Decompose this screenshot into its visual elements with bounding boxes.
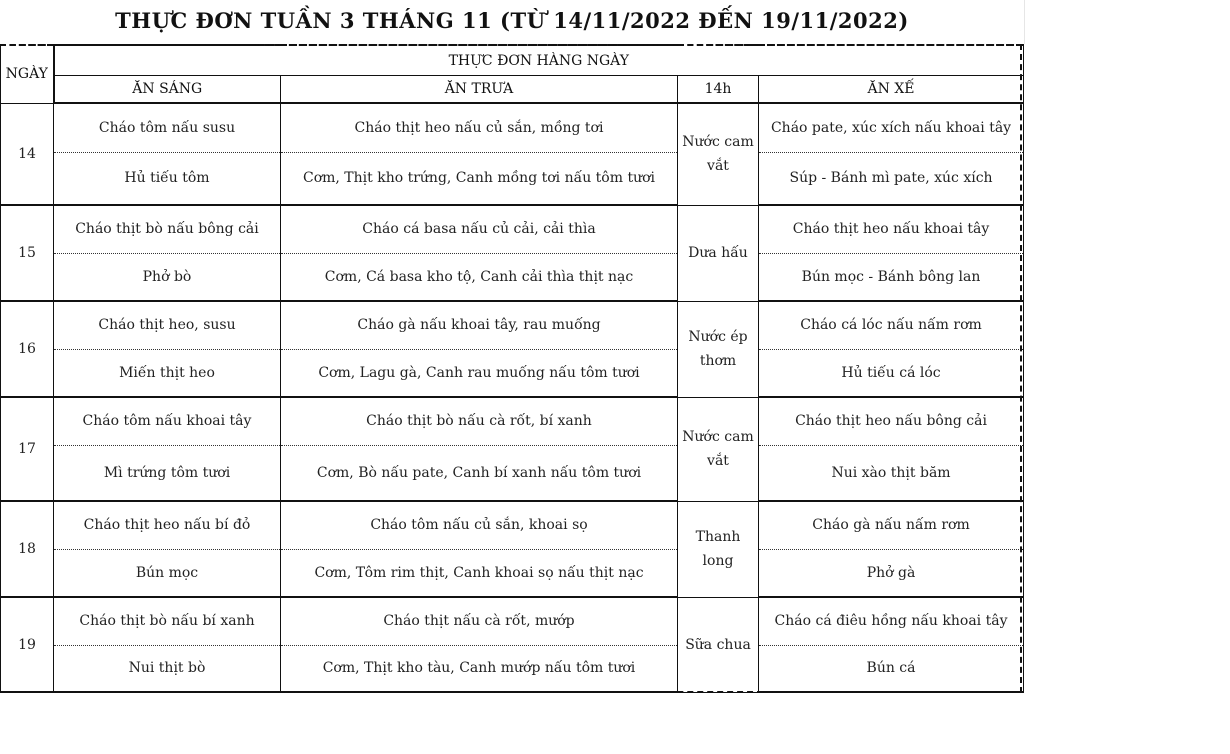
snack-porridge-cell: Cháo gà nấu nấm rơm bbox=[759, 501, 1024, 549]
snack-main-cell: Súp - Bánh mì pate, xúc xích bbox=[759, 152, 1024, 205]
menu-title: THỰC ĐƠN TUẦN 3 THÁNG 11 (TỪ 14/11/2022 ĐẾN 19/11/2022) bbox=[115, 8, 909, 33]
lunch-porridge-cell: Cháo tôm nấu củ sắn, khoai sọ bbox=[281, 501, 678, 549]
afternoon-cell: Thanh long bbox=[678, 501, 759, 597]
breakfast-porridge-cell: Cháo thịt bò nấu bông cải bbox=[54, 205, 281, 253]
lunch-porridge-cell: Cháo thịt bò nấu cà rốt, bí xanh bbox=[281, 397, 678, 445]
breakfast-porridge-cell: Cháo thịt heo, susu bbox=[54, 301, 281, 349]
breakfast-porridge-cell: Cháo tôm nấu khoai tây bbox=[54, 397, 281, 445]
day-column-header: NGÀY bbox=[1, 45, 54, 103]
lunch-main-cell: Cơm, Bò nấu pate, Canh bí xanh nấu tôm tươi bbox=[281, 445, 678, 501]
day-cell: 16 bbox=[1, 301, 54, 397]
table-row bbox=[1, 349, 1024, 397]
day-cell: 17 bbox=[1, 397, 54, 501]
table-row bbox=[1, 152, 1024, 205]
weekly-menu-table bbox=[0, 44, 1024, 693]
breakfast-main-cell: Bún mọc bbox=[54, 549, 281, 597]
snack-main-cell: Bún mọc - Bánh bông lan bbox=[759, 253, 1024, 301]
snack-header: ĂN XẾ bbox=[759, 76, 1024, 104]
lunch-main-cell: Cơm, Lagu gà, Canh rau muống nấu tôm tươi bbox=[281, 349, 678, 397]
snack-porridge-cell: Cháo pate, xúc xích nấu khoai tây bbox=[759, 103, 1024, 152]
breakfast-porridge-cell: Cháo thịt heo nấu bí đỏ bbox=[54, 501, 281, 549]
afternoon-cell: Sữa chua bbox=[678, 597, 759, 692]
lunch-porridge-cell: Cháo thịt nấu cà rốt, mướp bbox=[281, 597, 678, 645]
table-row bbox=[1, 597, 1024, 645]
breakfast-main-cell: Hủ tiếu tôm bbox=[54, 152, 281, 205]
lunch-porridge-cell: Cháo cá basa nấu củ cải, cải thìa bbox=[281, 205, 678, 253]
snack-main-cell: Nui xào thịt băm bbox=[759, 445, 1024, 501]
table-row bbox=[1, 645, 1024, 692]
lunch-main-cell: Cơm, Cá basa kho tộ, Canh cải thìa thịt nạc bbox=[281, 253, 678, 301]
breakfast-main-cell: Mì trứng tôm tươi bbox=[54, 445, 281, 501]
breakfast-main-cell: Phở bò bbox=[54, 253, 281, 301]
table-row bbox=[1, 501, 1024, 549]
snack-porridge-cell: Cháo cá lóc nấu nấm rơm bbox=[759, 301, 1024, 349]
afternoon-cell: Nước cam vắt bbox=[678, 397, 759, 501]
lunch-main-cell: Cơm, Thịt kho tàu, Canh mướp nấu tôm tươi bbox=[281, 645, 678, 692]
afternoon-cell: Nước ép thơm bbox=[678, 301, 759, 397]
day-cell: 19 bbox=[1, 597, 54, 692]
lunch-porridge-cell: Cháo gà nấu khoai tây, rau muống bbox=[281, 301, 678, 349]
table-row bbox=[1, 397, 1024, 445]
afternoon-header: 14h bbox=[678, 76, 759, 104]
lunch-porridge-cell: Cháo thịt heo nấu củ sắn, mồng tơi bbox=[281, 103, 678, 152]
page-edge bbox=[1024, 0, 1025, 44]
table-row bbox=[1, 549, 1024, 597]
table-row bbox=[1, 103, 1024, 152]
lunch-main-cell: Cơm, Tôm rim thịt, Canh khoai sọ nấu thịt nạc bbox=[281, 549, 678, 597]
snack-main-cell: Phở gà bbox=[759, 549, 1024, 597]
day-cell: 15 bbox=[1, 205, 54, 301]
lunch-header: ĂN TRƯA bbox=[281, 76, 678, 104]
lunch-main-cell: Cơm, Thịt kho trứng, Canh mồng tơi nấu tôm tươi bbox=[281, 152, 678, 205]
daily-menu-header: THỰC ĐƠN HÀNG NGÀY bbox=[54, 45, 1024, 76]
table-row bbox=[1, 445, 1024, 501]
breakfast-main-cell: Miến thịt heo bbox=[54, 349, 281, 397]
snack-porridge-cell: Cháo thịt heo nấu khoai tây bbox=[759, 205, 1024, 253]
table-row bbox=[1, 301, 1024, 349]
breakfast-porridge-cell: Cháo tôm nấu susu bbox=[54, 103, 281, 152]
table-row bbox=[1, 253, 1024, 301]
breakfast-header: ĂN SÁNG bbox=[54, 76, 281, 104]
snack-main-cell: Bún cá bbox=[759, 645, 1024, 692]
snack-porridge-cell: Cháo thịt heo nấu bông cải bbox=[759, 397, 1024, 445]
breakfast-porridge-cell: Cháo thịt bò nấu bí xanh bbox=[54, 597, 281, 645]
snack-main-cell: Hủ tiếu cá lóc bbox=[759, 349, 1024, 397]
table-row bbox=[1, 205, 1024, 253]
day-cell: 18 bbox=[1, 501, 54, 597]
breakfast-main-cell: Nui thịt bò bbox=[54, 645, 281, 692]
snack-porridge-cell: Cháo cá điêu hồng nấu khoai tây bbox=[759, 597, 1024, 645]
day-cell: 14 bbox=[1, 103, 54, 205]
afternoon-cell: Nước cam vắt bbox=[678, 103, 759, 205]
afternoon-cell: Dưa hấu bbox=[678, 205, 759, 301]
